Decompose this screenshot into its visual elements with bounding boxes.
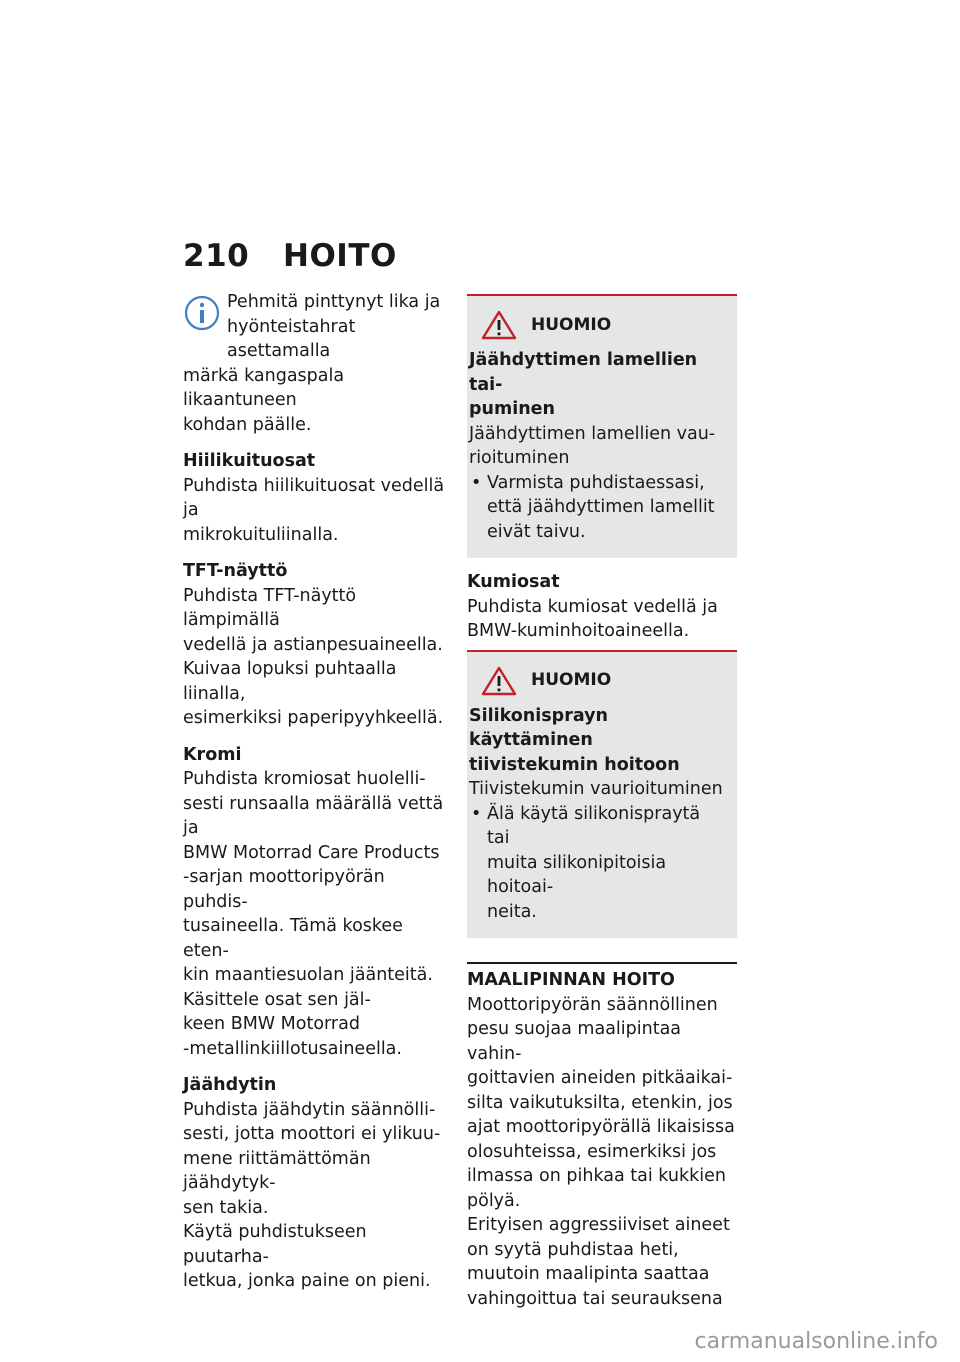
notice-bullet: • Älä käytä silikonispraytä tai: [469, 802, 727, 851]
paint-line: ajat moottoripyörällä likaisissa: [467, 1117, 735, 1137]
notice-header: [481, 666, 727, 696]
radiator-line: Käytä puhdistukseen puutarha-: [183, 1222, 367, 1267]
notice-bullet-cont: eivät taivu.: [487, 521, 586, 542]
notice-box-radiator: [467, 294, 737, 558]
notice-title: puminen: [469, 399, 556, 419]
paint-line: pölyä.: [467, 1190, 521, 1211]
info-line: märkä kangaspala likaantuneen: [183, 365, 345, 410]
chrome-line: Puhdista kromiosat huolelli-: [183, 769, 426, 789]
warning-icon: [481, 310, 517, 340]
carbon-line: mikrokuituliinalla.: [183, 524, 339, 545]
rubber-line: BMW-kuminhoitoaineella.: [467, 621, 690, 641]
notice-body: Jäähdyttimen lamellien vau-: [469, 423, 716, 444]
radiator-line: sesti, jotta moottori ei ylikuu-: [183, 1124, 441, 1144]
paint-line: Moottoripyörän säännöllinen: [467, 994, 718, 1015]
paint-line: silta vaikutuksilta, etenkin, jos: [467, 1092, 733, 1113]
chrome-line: -metallinkiillotusaineella.: [183, 1038, 402, 1059]
tft-heading: TFT-näyttö: [183, 561, 288, 581]
tft-line: vedellä ja astianpesuaineella.: [183, 634, 443, 655]
info-line: Pehmitä pinttynyt lika ja: [227, 292, 441, 312]
watermark: carmanualsonline.info: [694, 1329, 938, 1354]
paint-line: on syytä puhdistaa heti,: [467, 1239, 679, 1260]
left-column: [183, 290, 451, 1294]
paint-line: Erityisen aggressiiviset aineet: [467, 1215, 730, 1235]
carbon-heading: Hiilikuituosat: [183, 451, 316, 471]
paint-line: muutoin maalipinta saattaa: [467, 1264, 710, 1284]
notice-title: tiivistekumin hoitoon: [469, 754, 680, 775]
chrome-line: kin maantiesuolan jäänteitä.: [183, 965, 433, 985]
paint-line: goittavien aineiden pitkäaikai-: [467, 1068, 733, 1088]
info-note: [183, 290, 451, 437]
tft-line: Kuivaa lopuksi puhtaalla liinalla,: [183, 659, 397, 704]
radiator-heading: Jäähdytin: [183, 1075, 277, 1095]
chrome-line: tusaineella. Tämä koskee eten-: [183, 916, 403, 961]
info-line: hyönteistahrat asettamalla: [227, 316, 356, 361]
paint-line: vahingoittua tai seurauksena: [467, 1288, 723, 1309]
tft-line: Puhdista TFT-näyttö lämpimällä: [183, 585, 357, 630]
page-number: 210: [183, 238, 250, 274]
chrome-line: Käsittele osat sen jäl-: [183, 989, 371, 1010]
rubber-heading: Kumiosat: [467, 572, 560, 592]
notice-bullet-cont: neita.: [487, 901, 537, 922]
notice-box-silicone: [467, 650, 737, 939]
info-icon: [183, 294, 221, 332]
radiator-line: Puhdista jäähdytin säännölli-: [183, 1099, 436, 1120]
warning-icon: [481, 666, 517, 696]
notice-title: Silikonisprayn käyttäminen: [469, 705, 608, 750]
radiator-line: letkua, jonka paine on pieni.: [183, 1271, 431, 1291]
notice-body: Tiivistekumin vaurioituminen: [469, 779, 723, 799]
chrome-heading: Kromi: [183, 744, 242, 765]
chrome-line: BMW Motorrad Care Products: [183, 842, 440, 863]
notice-bullet-cont: että jäähdyttimen lamellit: [487, 497, 715, 517]
chrome-line: sesti runsaalla määrällä vettä ja: [183, 793, 444, 838]
rubber-line: Puhdista kumiosat vedellä ja: [467, 596, 718, 617]
chrome-line: -sarjan moottoripyörän puhdis-: [183, 867, 385, 912]
page-header: [183, 238, 397, 274]
paint-line: ilmassa on pihkaa tai kukkien: [467, 1166, 726, 1186]
paint-care-heading: MAALIPINNAN HOITO: [467, 962, 737, 993]
right-column: [467, 294, 737, 1311]
radiator-line: mene riittämättömän jäähdytyk-: [183, 1148, 371, 1193]
notice-header: [481, 310, 727, 340]
notice-label: HUOMIO: [531, 670, 612, 691]
notice-bullet-cont: muita silikonipitoisia hoitoai-: [487, 852, 667, 897]
carbon-line: Puhdista hiilikuituosat vedellä ja: [183, 475, 445, 520]
paint-line: pesu suojaa maalipintaa vahin-: [467, 1019, 682, 1064]
tft-line: esimerkiksi paperipyyhkeellä.: [183, 708, 444, 728]
notice-label: HUOMIO: [531, 314, 612, 335]
notice-bullet: • Varmista puhdistaessasi,: [469, 471, 727, 496]
section-title: HOITO: [283, 238, 397, 274]
paint-line: olosuhteissa, esimerkiksi jos: [467, 1141, 717, 1162]
chrome-line: keen BMW Motorrad: [183, 1014, 360, 1034]
info-line: kohdan päälle.: [183, 414, 312, 435]
notice-title: Jäähdyttimen lamellien tai-: [469, 350, 698, 395]
notice-body: rioituminen: [469, 448, 570, 468]
radiator-line: sen takia.: [183, 1197, 269, 1218]
